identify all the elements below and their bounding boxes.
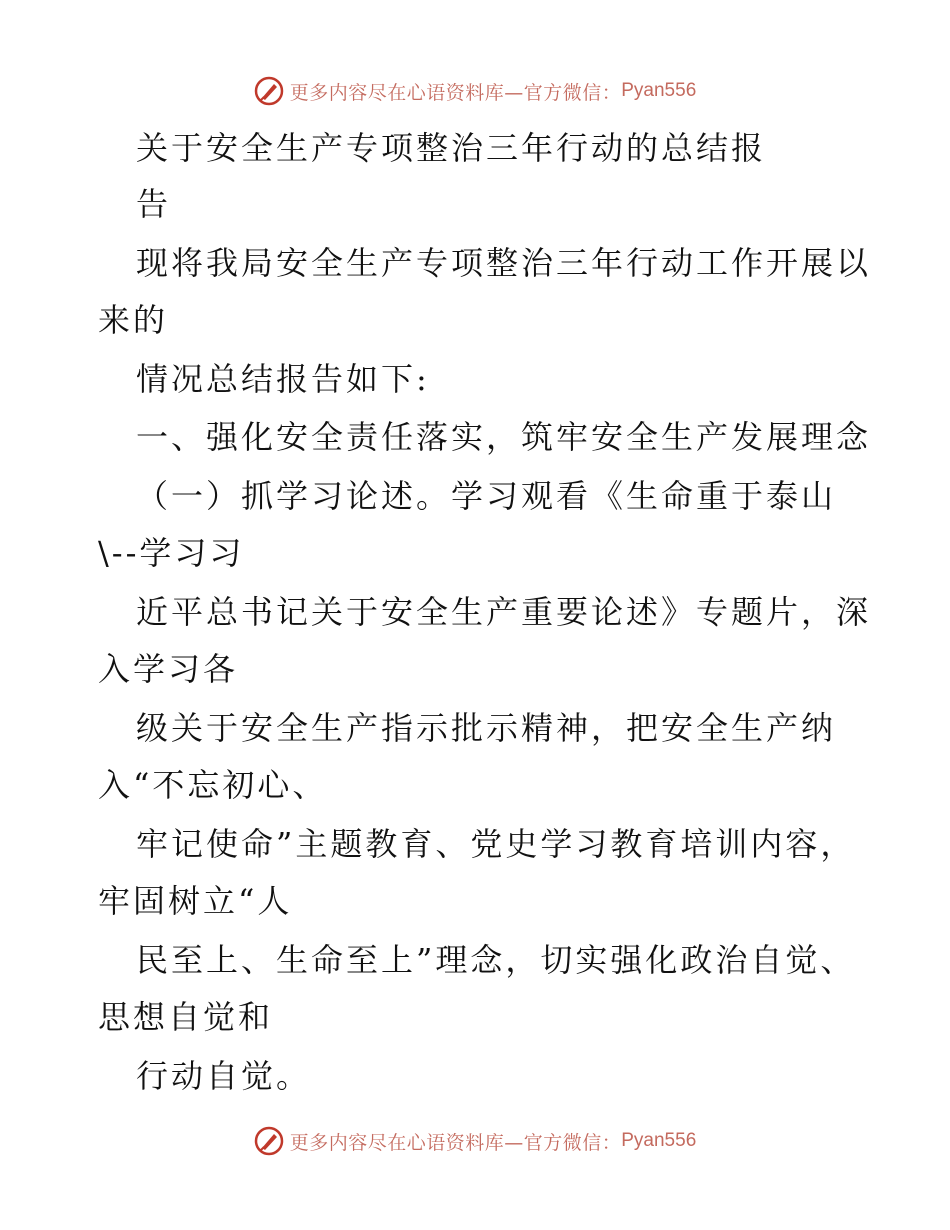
paragraph-line: 牢固树立“人 <box>98 882 293 920</box>
banner-text: 更多内容尽在心语资料库—官方微信： <box>289 1131 622 1154</box>
paragraph-line: 入学习各 <box>98 650 239 688</box>
paragraph-line: 入“不忘初心、 <box>98 766 328 804</box>
header-banner <box>0 71 950 111</box>
paragraph-line: 行动自觉。 <box>136 1057 312 1095</box>
paragraph-line: 牢记使命”主题教育、党史学习教育培训内容， <box>136 825 856 863</box>
title-line-1: 关于安全生产专项整治三年行动的总结报 <box>136 129 767 167</box>
paragraph-line: 现将我局安全生产专项整治三年行动工作开展以 <box>136 244 872 282</box>
paragraph-line: （一）抓学习论述。学习观看《生命重于泰山 <box>136 477 837 515</box>
banner-wechat-id: Pyan556 <box>621 80 697 101</box>
paragraph-line: \--学习习 <box>98 534 245 572</box>
banner-wechat-id: Pyan556 <box>621 1130 697 1151</box>
paragraph-line: 近平总书记关于安全生产重要论述》专题片，深 <box>136 593 872 631</box>
banner-text: 更多内容尽在心语资料库—官方微信： <box>289 81 622 104</box>
paragraph-line: 情况总结报告如下: <box>136 360 430 398</box>
paragraph-line: 来的 <box>98 301 169 339</box>
title-line-2: 告 <box>136 185 172 223</box>
paragraph-line: 级关于安全生产指示批示精神，把安全生产纳 <box>136 709 837 747</box>
section-heading: 一、强化安全责任落实，筑牢安全生产发展理念 <box>136 418 872 456</box>
paragraph-line: 思想自觉和 <box>98 998 274 1036</box>
footer-banner <box>0 1121 950 1161</box>
feather-pen-logo-icon <box>254 1126 284 1156</box>
paragraph-line: 民至上、生命至上”理念，切实强化政治自觉、 <box>136 941 856 979</box>
feather-pen-logo-icon <box>254 76 284 106</box>
